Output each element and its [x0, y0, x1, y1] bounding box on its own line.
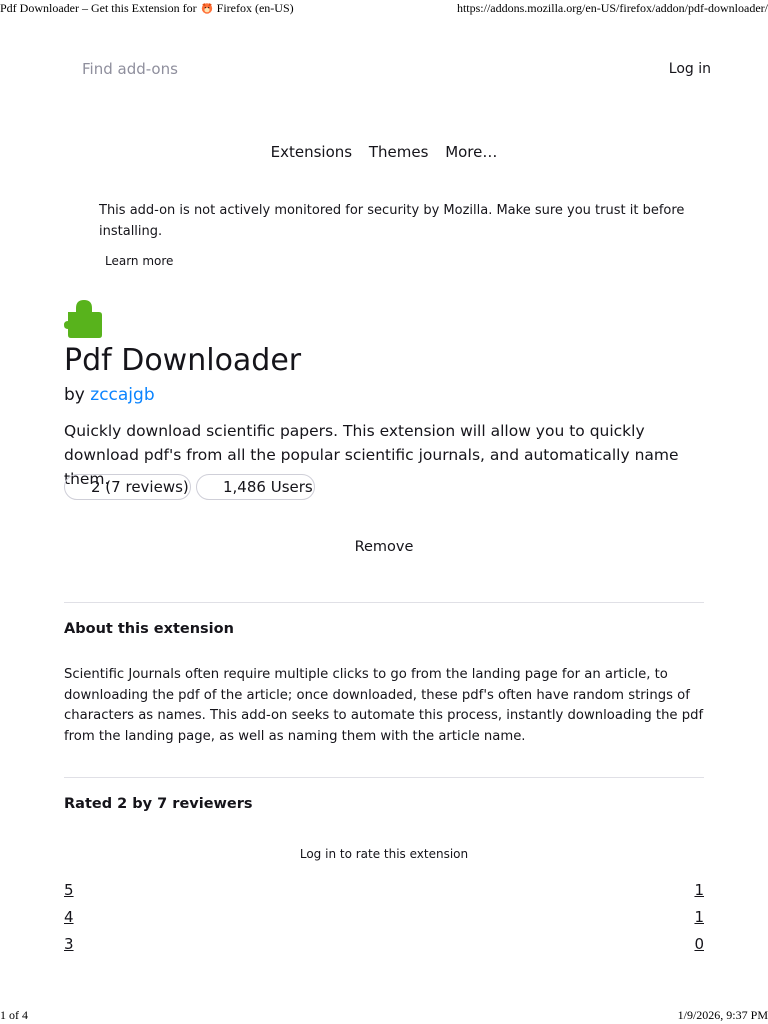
author-link[interactable]: zccajgb: [90, 385, 155, 405]
print-url: https://addons.mozilla.org/en-US/firefox/addon/pdf-downloader/: [456, 1, 768, 15]
rating-stars-link[interactable]: 5: [64, 881, 74, 899]
rating-stars-link[interactable]: 4: [64, 908, 74, 926]
security-notice-text: This add-on is not actively monitored for security by Mozilla. Make sure you trust it before installing.: [99, 203, 685, 239]
print-title-prefix: Pdf Downloader – Get this Extension for: [0, 1, 197, 15]
rating-count-link[interactable]: 1: [694, 881, 704, 899]
about-heading: About this extension: [64, 621, 234, 637]
print-datetime: 1/9/2026, 9:37 PM: [677, 1008, 768, 1022]
ratings-heading: Rated 2 by 7 reviewers: [64, 796, 253, 812]
print-title-suffix: Firefox (en-US): [216, 1, 294, 15]
main-nav: [0, 143, 768, 161]
search-input[interactable]: [82, 58, 282, 80]
addon-byline: [64, 385, 155, 405]
nav-more[interactable]: More…: [445, 143, 498, 161]
nav-themes[interactable]: Themes: [368, 143, 429, 161]
print-page-title: [0, 1, 294, 16]
rating-row: [64, 935, 704, 955]
learn-more-link[interactable]: Learn more: [105, 254, 174, 268]
firefox-icon: [200, 2, 214, 14]
by-prefix: by: [64, 385, 85, 405]
users-badge: 1,486 Users: [196, 474, 315, 500]
rating-row: [64, 908, 704, 928]
print-header: [0, 0, 768, 16]
section-divider: [64, 602, 704, 603]
print-page-number: 1 of 4: [0, 1008, 28, 1022]
section-divider: [64, 777, 704, 778]
addon-title: Pdf Downloader: [64, 343, 302, 378]
puzzle-piece-icon: [64, 296, 104, 338]
rate-prompt-link[interactable]: Log in to rate this extension: [299, 847, 469, 861]
about-description: Scientific Journals often require multiple clicks to go from the landing page for an article, to downloading the pdf of the article; once downloaded, these pdf's often have random strings of characters as names. This add-on seeks to automate this process, instantly downloading the pdf from the landing page, as well as naming them with the article name.: [64, 667, 704, 745]
print-footer: [0, 1008, 768, 1024]
rating-count-link[interactable]: 1: [694, 908, 704, 926]
remove-button[interactable]: Remove: [334, 535, 434, 559]
rating-count-link[interactable]: 0: [694, 935, 704, 953]
rating-row: [64, 881, 704, 901]
rating-badge[interactable]: 2 (7 reviews): [64, 474, 191, 500]
rating-stars-link[interactable]: 3: [64, 935, 74, 953]
addon-summary: Quickly download scientific papers. This extension will allow you to quickly download pdf's from all the popular scientific journals, and automatically name them.: [64, 422, 679, 488]
nav-extensions[interactable]: Extensions: [270, 143, 353, 161]
login-link[interactable]: Log in: [668, 61, 711, 77]
